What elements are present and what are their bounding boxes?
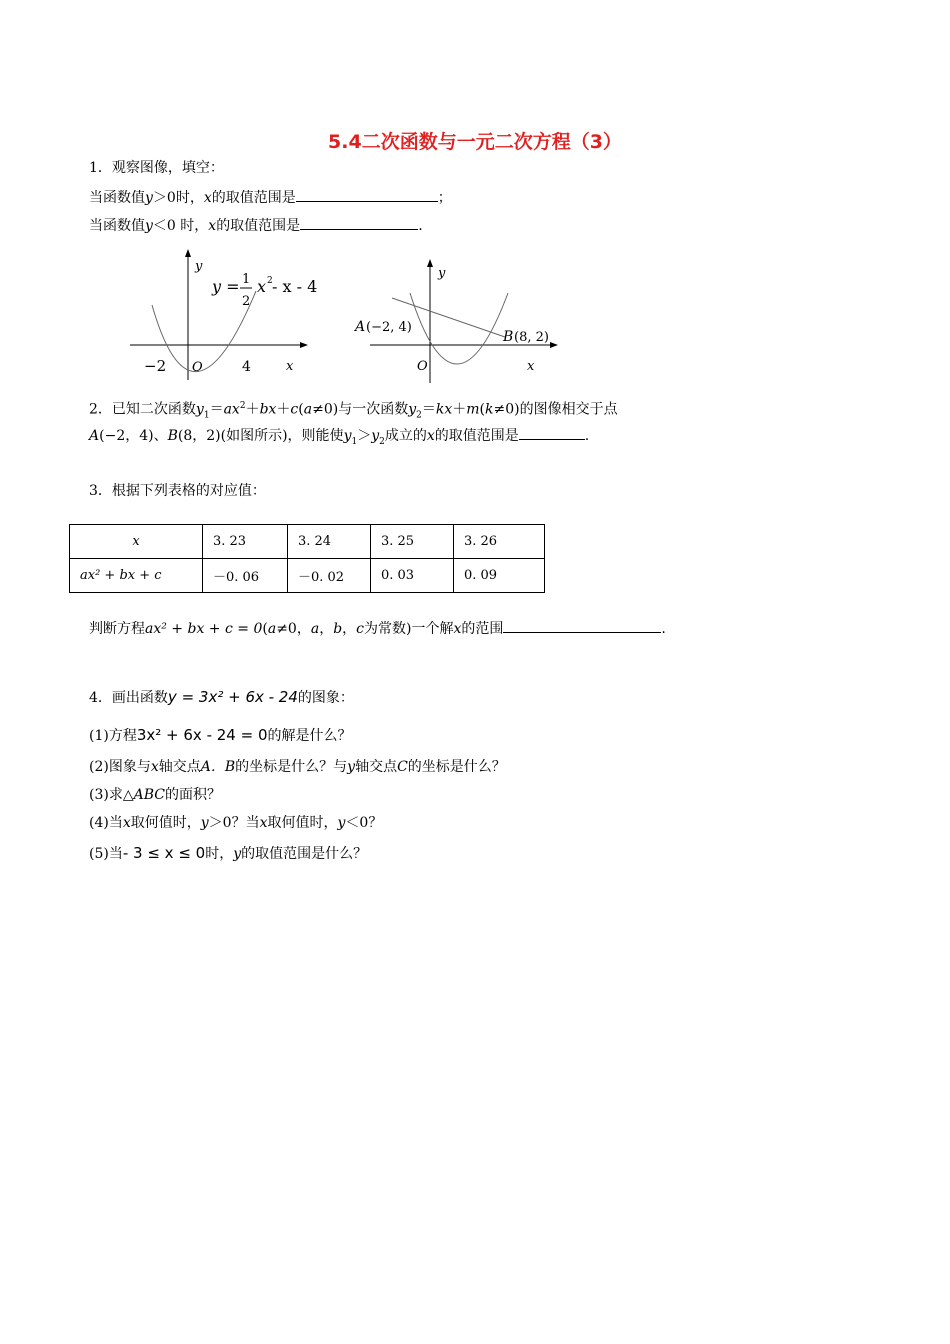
y-axis-arrow bbox=[185, 249, 191, 257]
parabola-curve bbox=[410, 293, 508, 364]
root-pos-label: 4 bbox=[242, 359, 251, 375]
point-a-coords: (−2, 4) bbox=[366, 320, 412, 335]
q3-label: 3．根据下列表格的对应值： bbox=[89, 483, 266, 499]
q3-judge: 判断方程ax² + bx + c = 0(a≠0，a，b，c为常数)一个解x的范围 . bbox=[89, 618, 666, 638]
table-cell: 0. 09 bbox=[454, 559, 545, 593]
table-cell: 3. 25 bbox=[371, 525, 454, 559]
x-axis-arrow bbox=[550, 342, 558, 348]
y-axis-arrow bbox=[427, 259, 433, 267]
table-header-x: x bbox=[70, 525, 203, 559]
point-b-coords: (8, 2) bbox=[514, 330, 549, 345]
point-b-label: B bbox=[503, 329, 514, 345]
equation-x: x bbox=[257, 277, 267, 296]
equation-numerator: 1 bbox=[242, 272, 251, 287]
q2-line2: A(−2，4)、B(8，2)(如图所示)，则能使$y_1>y_2$成立的x的取值范围是 . bbox=[89, 425, 589, 451]
x-axis-label: x bbox=[527, 359, 535, 374]
origin-label: O bbox=[192, 360, 203, 375]
table-row bbox=[70, 559, 545, 593]
table-header-fx: ax² + bx + c bbox=[70, 559, 203, 593]
q4-sub3: (3)求△ABC的面积？ bbox=[89, 787, 221, 803]
q4-sub4: (4)当x取何值时，y＞0？当x取何值时，y＜0？ bbox=[89, 815, 383, 831]
figure-parabola-line bbox=[350, 255, 565, 385]
point-a-label: A bbox=[355, 319, 366, 335]
table-cell: －0. 06 bbox=[203, 559, 288, 593]
q1-label: 1．观察图像，填空： bbox=[89, 160, 224, 176]
origin-label: O bbox=[417, 359, 428, 374]
equation-tail: - x - 4 bbox=[272, 277, 318, 296]
q2-line1: 2．已知二次函数$y_1=ax^2+bx+c(a\ne 0)$与一次函数$y_2=kx+m(k\ne 0)$的图像相交于点 bbox=[89, 401, 618, 421]
page-title: 5.4二次函数与一元二次方程（3） bbox=[328, 131, 622, 153]
q1-line1: 当函数值y＞0时，x的取值范围是 ； bbox=[89, 187, 452, 207]
y-axis-label: y bbox=[195, 259, 203, 274]
y-axis-label: y bbox=[438, 266, 446, 281]
table-cell: 3. 24 bbox=[288, 525, 371, 559]
root-neg-label: −2 bbox=[144, 357, 167, 375]
equation-lhs: y = bbox=[212, 277, 240, 296]
values-table bbox=[69, 524, 545, 593]
q3-answer-blank[interactable] bbox=[503, 618, 661, 633]
q4-label: 4．画出函数y = 3x² + 6x - 24的图象： bbox=[89, 688, 354, 706]
table-cell: －0. 02 bbox=[288, 559, 371, 593]
parabola-curve bbox=[152, 291, 256, 372]
x-axis-arrow bbox=[300, 342, 308, 348]
q1-line2: 当函数值y＜0 时，x的取值范围是 . bbox=[89, 215, 423, 235]
x-axis-label: x bbox=[286, 359, 294, 374]
equation-denominator: 2 bbox=[242, 294, 251, 309]
q2-answer-blank[interactable] bbox=[519, 425, 585, 440]
table-cell: 3. 23 bbox=[203, 525, 288, 559]
figure-parabola bbox=[120, 245, 330, 385]
q1-answer-blank-1[interactable] bbox=[296, 187, 438, 202]
table-cell: 0. 03 bbox=[371, 559, 454, 593]
q4-sub1: (1)方程3x² + 6x - 24 = 0的解是什么？ bbox=[89, 726, 352, 744]
q4-sub5: (5)当- 3 ≤ x ≤ 0时，y的取值范围是什么？ bbox=[89, 844, 368, 862]
q1-answer-blank-2[interactable] bbox=[300, 215, 418, 230]
table-cell: 3. 26 bbox=[454, 525, 545, 559]
equation-exponent: 2 bbox=[267, 276, 273, 286]
table-row bbox=[70, 525, 545, 559]
q4-sub2: (2)图象与x轴交点A．B的坐标是什么？与y轴交点C的坐标是什么？ bbox=[89, 759, 506, 775]
